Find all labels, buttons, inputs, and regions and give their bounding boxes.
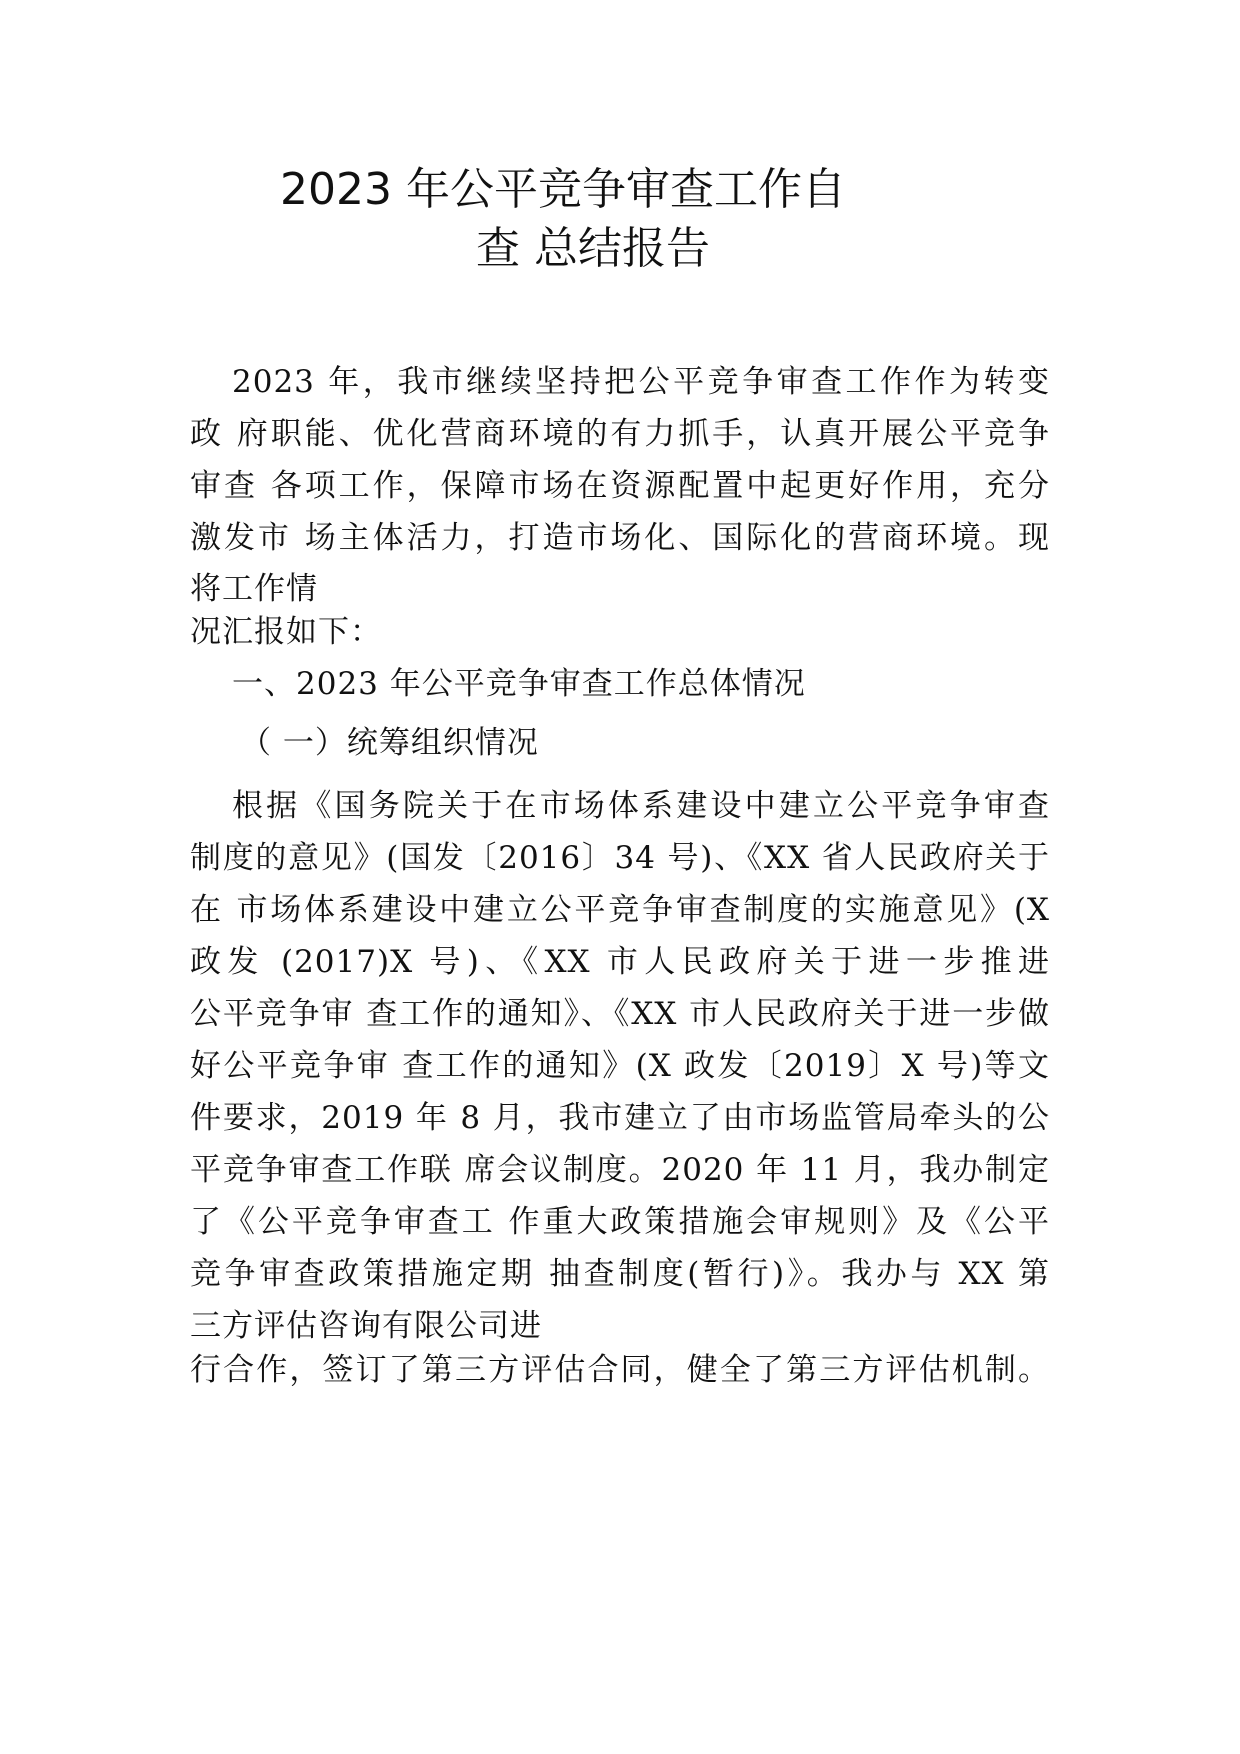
paragraph-intro-line-5: 将工作情 xyxy=(190,571,318,607)
paragraph-basis-line-3: 在 市场体系建设中建立公平竞争审查制度的实施意见》(X xyxy=(190,892,1050,928)
report-title-line-1: 2023 年公平竞争审查工作自 xyxy=(280,164,846,215)
paragraph-basis-line-11: 三方评估咨询有限公司进 xyxy=(190,1308,542,1344)
paragraph-basis-line-7: 件要求，2019 年 8 月，我市建立了由市场监管局牵头的公 xyxy=(190,1100,1050,1136)
paragraph-basis-line-2: 制度的意见》(国发〔2016〕34 号)、《XX 省人民政府关于 xyxy=(190,840,1050,876)
paragraph-basis-line-12: 行合作，签订了第三方评估合同，健全了第三方评估机制。 xyxy=(190,1352,1050,1388)
paragraph-basis-line-8: 平竞争审查工作联 席会议制度。2020 年 11 月，我办制定 xyxy=(190,1152,1050,1188)
paragraph-intro-line-1: 2023 年，我市继续坚持把公平竞争审查工作作为转变 xyxy=(232,364,1050,400)
paragraph-basis-line-1: 根据《国务院关于在市场体系建设中建立公平竞争审查 xyxy=(232,788,1050,824)
paragraph-basis-line-10: 竞争审查政策措施定期 抽查制度(暂行)》。我办与 XX 第 xyxy=(190,1256,1050,1292)
paragraph-intro-line-4: 激发市 场主体活力，打造市场化、国际化的营商环境。现 xyxy=(190,520,1050,556)
paragraph-intro-line-6: 况汇报如下： xyxy=(190,614,382,650)
section-heading-1: 一、2023 年公平竞争审查工作总体情况 xyxy=(232,666,806,702)
paragraph-basis-line-9: 了《公平竞争审查工 作重大政策措施会审规则》及《公平 xyxy=(190,1204,1050,1240)
subsection-heading-1: （ 一）统筹组织情况 xyxy=(240,725,539,761)
paragraph-basis-line-5: 公平竞争审 查工作的通知》、《XX 市人民政府关于进一步做 xyxy=(190,996,1050,1032)
paragraph-intro-line-3: 审查 各项工作，保障市场在资源配置中起更好作用，充分 xyxy=(190,468,1050,504)
paragraph-basis-line-4: 政发 (2017)X 号)、《XX 市人民政府关于进一步推进 xyxy=(190,944,1050,980)
paragraph-basis-line-6: 好公平竞争审 查工作的通知》(X 政发〔2019〕X 号)等文 xyxy=(190,1048,1050,1084)
paragraph-intro-line-2: 政 府职能、优化营商环境的有力抓手，认真开展公平竞争 xyxy=(190,416,1050,452)
report-title-line-2: 查 总结报告 xyxy=(476,223,710,274)
